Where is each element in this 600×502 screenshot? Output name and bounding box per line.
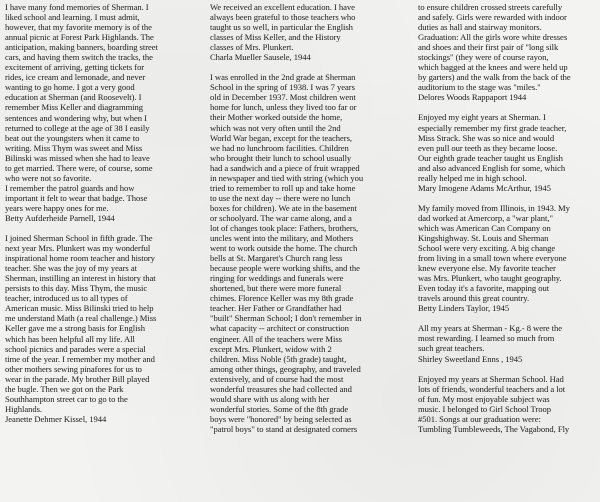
column-right	[418, 2, 598, 444]
memory-entry	[5, 233, 197, 424]
memory-entry	[210, 2, 405, 62]
memory-entry	[418, 2, 598, 102]
column-middle	[210, 2, 405, 444]
memory-entry	[5, 2, 197, 223]
entry-signature: Charla Mueller Sausele, 1944	[210, 52, 311, 63]
entry-signature: Betty Linders Taylor, 1945	[418, 303, 510, 314]
entry-signature: Delores Woods Rappaport 1944	[418, 92, 527, 103]
entry-signature: Shirley Sweetland Enns , 1945	[418, 353, 523, 364]
entry-signature: Mary Imogene Adams McArthur, 1945	[418, 182, 551, 193]
entry-text: We received an excellent education. I have always been grateful to those teachers who taught us so well, in particular the English classes of Miss Keller, and the History classes of Mrs. Plunkert.	[210, 2, 356, 53]
entry-text: Enjoyed my years at Sherman School. Had lots of friends, wonderful teachers and a lot of fun. My most enjoyable subject was music. I belonged to Girl School Troop #501. Songs at our graduation were: Tumbling Tumbleweeds, The Vagabond, Fly	[418, 373, 570, 434]
entry-signature: Jeanette Dehmer Kissel, 1944	[5, 413, 107, 424]
memory-entry	[418, 323, 598, 363]
entry-text: My family moved from Illinois, in 1943. My dad worked at Amercorp, a "war plant," which was American Can Company on Kingshighway. St. Louis and Sherman School were very exciting. A big change from living in a small town where everyone knew everyone else. My favorite teacher was Mrs. Plunkert, who taught geography. Even today it's a favorite, mapping out travels around this great country.	[418, 202, 570, 304]
entry-text: I was enrolled in the 2nd grade at Sherman School in the spring of 1938. I was 7 years old in December 1937. Most children went home for lunch, unless they lived too far or their Mother worked outside the home, which was not very often until the 2nd World War began, except for the teachers, we had no lunchroom facilities. Children who brought their lunch to school usually had a sandwich and a piece of fruit wrapped in newspaper and tied with string (which you tried to remember to roll up and take home to use the next day -- there were no lunch boxes for children). We ate in the basement or schoolyard. The war came along, and a lot of changes took place: Fathers, brothers, uncles went into the military, and Mothers went to work outside the home. The church bells at St. Margaret's Church rang less because people were working shifts, and the ringing for weddings and funerals were shortened, but there were more funeral chimes. Florence Keller was my 8th grade teacher. Her Father or Grandfather had "built" Sherman School; I don't remember in what capacity -- architect or construction engineer. All of the teachers were Miss except Mrs. Plunkert, widow with 2 children. Miss Noble (5th grade) taught, among other things, geography, and traveled extensively, and of course had the most wonderful treasures she had collected and would share with us along with her wonderful stories. Some of the 8th grade boys were "honored" by being selected as "patrol boys" to stand at designated corners	[210, 72, 364, 434]
entry-signature: Betty Aufderheide Parnell, 1944	[5, 212, 115, 223]
entry-text: I joined Sherman School in fifth grade. The next year Mrs. Plunkert was my wonderful inspirational home room teacher and history teacher. She was the joy of my years at Sherman, instilling an interest in history that persists to this day. Miss Thym, the music teacher, introduced us to all types of American music. Miss Bilinski tried to help me understand Math (a real challenge.) Miss Keller gave me a strong basis for English which has been helpful all my life. All school picnics and parades were a special time of the year. I remember my mother and other mothers sewing pinafores for us to wear in the parade. My brother Bill played the bugle. Then we got on the Park Southhampton street car to go to the Highlands.	[5, 233, 157, 414]
entry-text: Enjoyed my eight years at Sherman. I especially remember my first grade teacher, Miss Strack. She was so nice and would even pull our teeth as they became loose. Our eighth grade teacher taught us English and also advanced English for some, which really helped me in high school.	[418, 112, 567, 183]
column-left	[5, 2, 197, 434]
entry-text: to ensure children crossed streets carefully and safely. Girls were rewarded with indoor duties as hall and stairway monitors. Graduation: All the girls wore white dresses and shoes and their first pair of "long silk stockings" (they were of course rayon, which bagged at the knees and were held up by garters) and the walk from the back of the auditorium to the stage was "miles."	[418, 2, 571, 93]
memory-entry	[418, 203, 598, 314]
entry-text: I have many fond memories of Sherman. I liked school and learning. I must admit, however, that my favorite memory is of the annual picnic at Forest Park Highlands. The anticipation, making banners, boarding street cars, and having them switch the tracks, the excitement of arriving, getting tickets for rides, ice cream and lemonade, and never wanting to go home. I got a very good education at Sherman (and Roosevelt). I remember Miss Keller and diagramming sentences and wondering why, but when I returned to college at the age of 38 I easily beat out the youngsters when it came to writing. Miss Thym was sweet and Miss Bilinski was missed when she had to leave to get married. There were, of course, some who were not so favorite. I remember the patrol guards and how important it felt to wear that badge. Those years were happy ones for me.	[5, 2, 158, 213]
entry-text: All my years at Sherman - Kg.- 8 were the most rewarding. I learned so much from such great teachers.	[418, 323, 562, 354]
memory-entry	[418, 374, 598, 434]
memory-entry	[418, 112, 598, 192]
memory-entry	[210, 72, 405, 434]
